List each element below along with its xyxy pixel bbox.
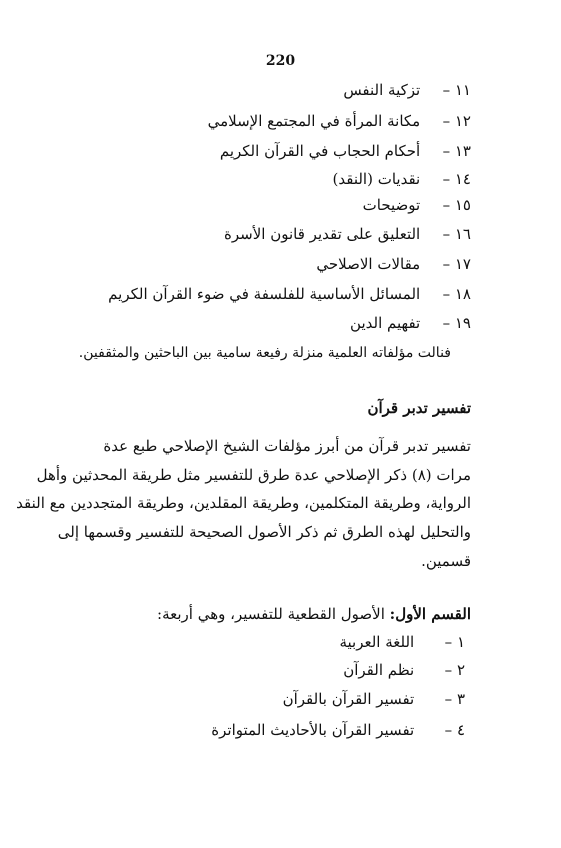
list-item-text: توضيحات: [362, 196, 421, 214]
list-item-number: ١٧ –: [442, 255, 471, 273]
list-item: [220, 139, 471, 163]
list-item-number: ١٦ –: [442, 225, 471, 243]
list-item: [343, 78, 471, 102]
list-item: [343, 658, 465, 682]
page-number: 220: [265, 53, 296, 69]
list-item-text: المسائل الأساسية للفلسفة في ضوء القرآن الكريم: [108, 285, 421, 303]
paragraph-line: مرات (٨) ذكر الإصلاحي عدة طرق للتفسير مثل طريقة المحدثين وأهل: [36, 466, 471, 484]
list-item: [108, 282, 471, 306]
section-title: تفسير تدبر قرآن: [367, 399, 471, 417]
list-item-text: نظم القرآن: [343, 661, 415, 679]
list-item: [224, 222, 471, 246]
list-item-text: اللغة العربية: [339, 633, 415, 651]
list-item: [363, 193, 471, 217]
list-item: [208, 109, 471, 133]
list-item-text: تفسير القرآن بالأحاديث المتواترة: [211, 721, 415, 739]
list-item-number: ١٢ –: [442, 112, 471, 130]
list-item-text: مقالات الاصلاحي: [316, 255, 421, 273]
list-item: [283, 687, 465, 711]
closing-line: فنالت مؤلفاته العلمية منزلة رفيعة سامية بين الباحثين والمثقفين.: [78, 345, 451, 361]
list-item-text: تزكية النفس: [343, 81, 421, 99]
list-item: [316, 252, 471, 276]
list-item-text: تفهيم الدين: [350, 314, 421, 332]
paragraph-line: تفسير تدبر قرآن من أبرز مؤلفات الشيخ الإصلاحي طبع عدة: [103, 437, 471, 455]
list-item-number: ١٨ –: [442, 285, 471, 303]
list-item-text: مكانة المرأة في المجتمع الإسلامي: [207, 112, 421, 130]
list-item: [211, 718, 465, 742]
list-item-number: ٤ –: [444, 721, 465, 739]
list-item-number: ٢ –: [444, 661, 465, 679]
list-item: [339, 630, 465, 654]
list-item: [350, 311, 471, 335]
list-item-number: ١٩ –: [442, 314, 471, 332]
list-item-text: نقديات (النقد): [332, 170, 421, 188]
list-item-text: أحكام الحجاب في القرآن الكريم: [219, 142, 421, 160]
list-item-number: ١٣ –: [442, 142, 471, 160]
list-item-number: ٣ –: [444, 690, 465, 708]
list-item: [333, 167, 471, 191]
part-one-label: القسم الأول:: [389, 605, 471, 623]
list-item-number: ١٤ –: [442, 170, 471, 188]
list-item-text: تفسير القرآن بالقرآن: [282, 690, 415, 708]
list-item-number: ١١ –: [442, 81, 471, 99]
paragraph-line: الرواية، وطريقة المتكلمين، وطريقة المقلدين، وطريقة المتجددين مع النقد: [16, 494, 471, 512]
list-item-text: التعليق على تقدير قانون الأسرة: [224, 225, 421, 243]
list-item-number: ١ –: [444, 633, 465, 651]
paragraph-line: قسمين.: [421, 552, 471, 570]
part-one-heading: [157, 602, 471, 626]
part-one-text: الأصول القطعية للتفسير، وهي أربعة:: [157, 605, 385, 623]
paragraph-line: والتحليل لهذه الطرق ثم ذكر الأصول الصحيحة للتفسير وقسمها إلى: [57, 523, 471, 541]
list-item-number: ١٥ –: [442, 196, 471, 214]
